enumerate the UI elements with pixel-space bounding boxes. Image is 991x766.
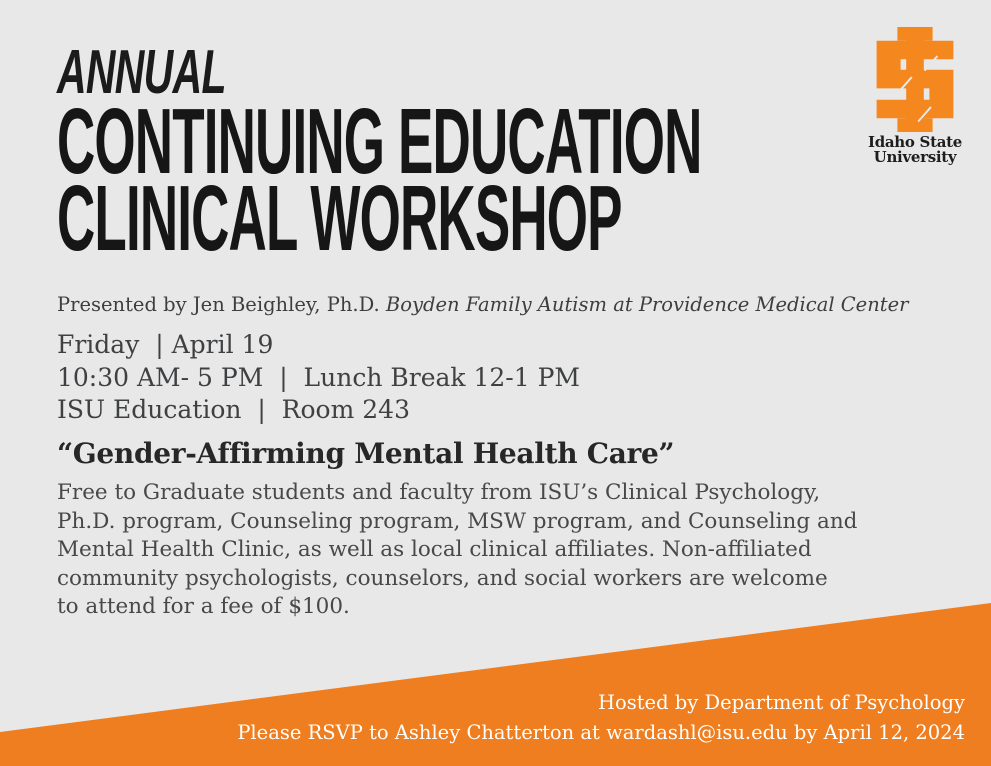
description-line: Free to Graduate students and faculty from ISU’s Clinical Psychology, bbox=[57, 480, 821, 506]
description-line: Ph.D. program, Counseling program, MSW program, and Counseling and bbox=[57, 508, 858, 534]
event-location-line: ISU Education | Room 243 bbox=[57, 394, 410, 424]
description-line: to attend for a fee of $100. bbox=[57, 594, 350, 620]
annual-kicker: ANNUAL bbox=[57, 38, 226, 107]
title-line-1: CONTINUING EDUCATION bbox=[57, 88, 702, 193]
presented-by-line bbox=[57, 293, 957, 316]
description-line: community psychologists, counselors, and social workers are welcome bbox=[57, 565, 828, 591]
title-line-2: CLINICAL WORKSHOP bbox=[57, 166, 622, 271]
rsvp-line: Please RSVP to Ashley Chatterton at wardashl@isu.edu by April 12, 2024 bbox=[237, 720, 965, 744]
event-time-line: 10:30 AM- 5 PM | Lunch Break 12-1 PM bbox=[57, 362, 581, 392]
session-title: “Gender-Affirming Mental Health Care” bbox=[57, 437, 675, 471]
flyer-content bbox=[57, 38, 957, 622]
event-details bbox=[57, 329, 957, 426]
footer-text bbox=[237, 688, 965, 748]
hosted-by-line: Hosted by Department of Psychology bbox=[597, 690, 965, 714]
presenter-name: Presented by Jen Beighley, Ph.D. bbox=[57, 293, 386, 317]
presenter-affiliation: Boyden Family Autism at Providence Medical Center bbox=[385, 293, 909, 317]
description-line: Mental Health Clinic, as well as local clinical affiliates. Non-affiliated bbox=[57, 537, 812, 563]
event-date-line: Friday | April 19 bbox=[57, 330, 274, 360]
isu-name-line2: University bbox=[873, 148, 957, 166]
description-paragraph bbox=[57, 479, 957, 622]
isu-name-line1: Idaho State bbox=[867, 133, 962, 151]
